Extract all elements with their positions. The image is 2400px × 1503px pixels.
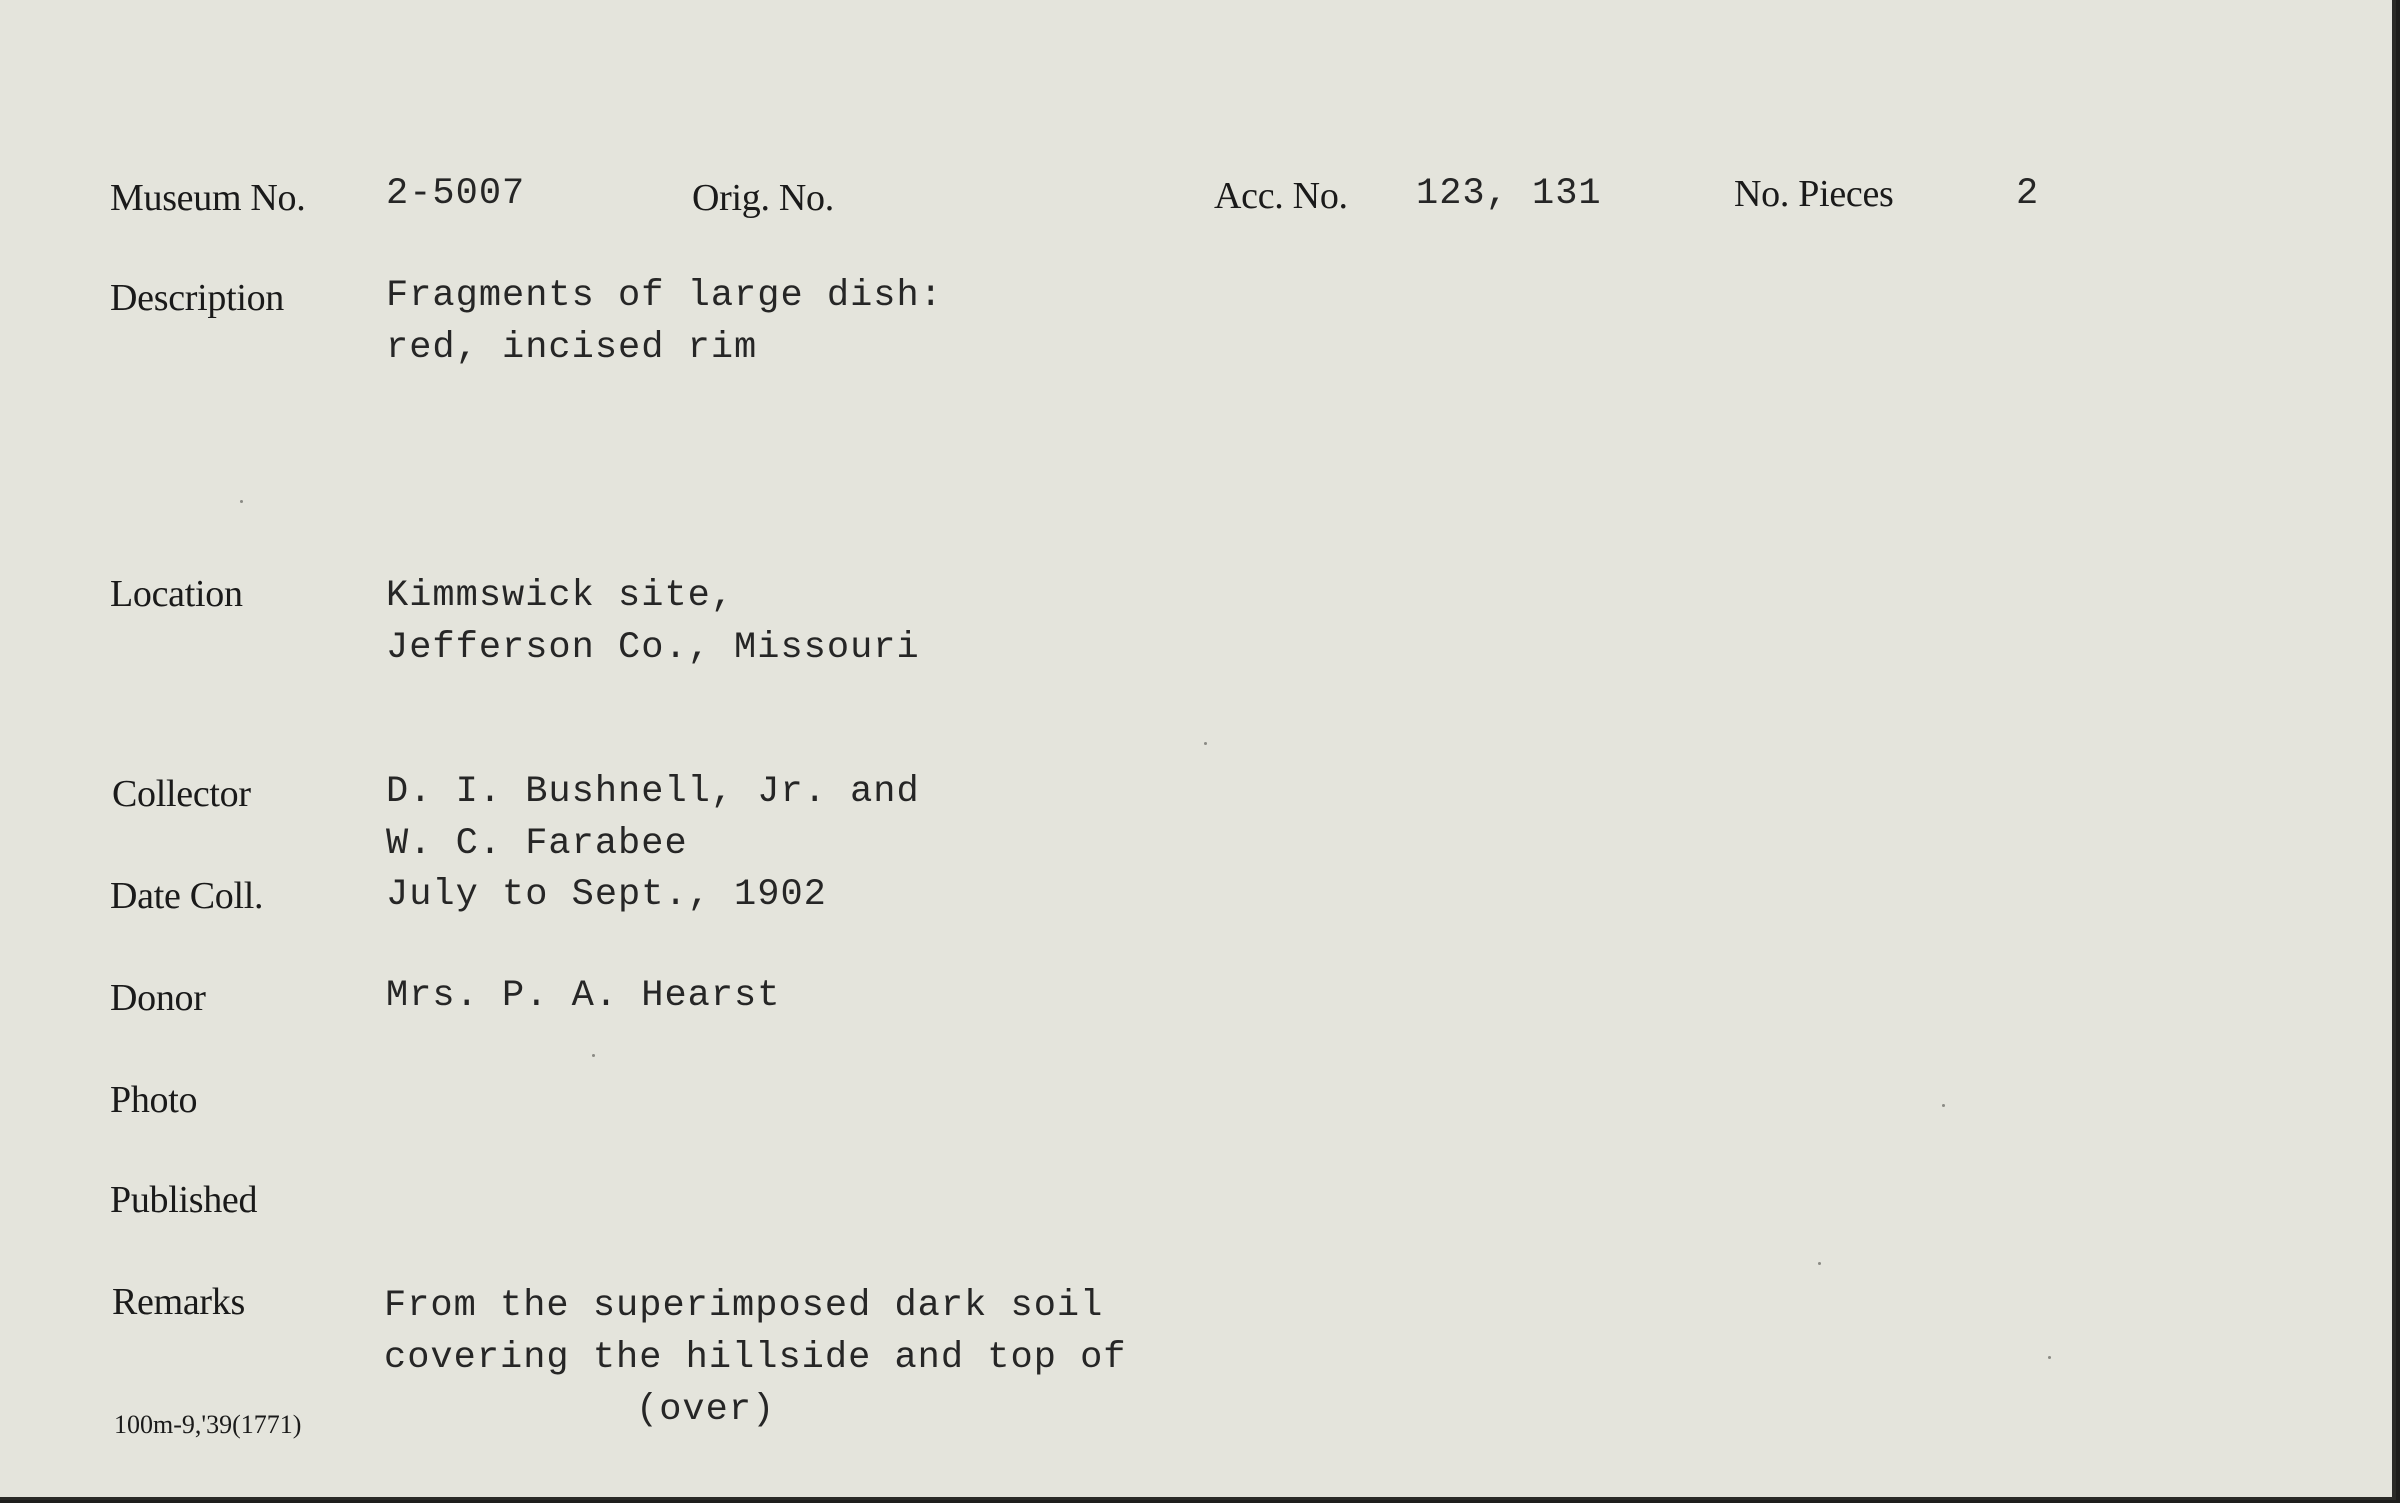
date-coll-label: Date Coll. [110, 875, 264, 917]
paper-speck [2048, 1356, 2051, 1359]
collector-line-1: D. I. Bushnell, Jr. and [386, 771, 920, 813]
date-coll-value: July to Sept., 1902 [386, 874, 827, 916]
museum-no-value: 2-5007 [386, 173, 526, 215]
remarks-value [384, 1280, 1127, 1436]
collector-value [386, 766, 920, 870]
paper-speck [1204, 742, 1207, 745]
description-label: Description [110, 277, 284, 319]
description-line-2: red, incised rim [386, 327, 758, 369]
collector-line-2: W. C. Farabee [386, 823, 688, 865]
photo-label: Photo [110, 1079, 198, 1121]
location-line-2: Jefferson Co., Missouri [386, 627, 920, 669]
no-pieces-label: No. Pieces [1734, 173, 1894, 215]
paper-speck [1942, 1104, 1945, 1107]
remarks-line-3: (over) [636, 1389, 776, 1431]
acc-no-label: Acc. No. [1214, 175, 1348, 217]
orig-no-label: Orig. No. [692, 177, 834, 219]
donor-label: Donor [110, 977, 206, 1019]
remarks-label: Remarks [112, 1281, 245, 1323]
location-line-1: Kimmswick site, [386, 575, 735, 617]
remarks-line-2: covering the hillside and top of [384, 1337, 1127, 1379]
acc-no-value: 123, 131 [1416, 173, 1602, 215]
paper-speck [240, 500, 243, 503]
location-value [386, 570, 920, 674]
paper-speck [1818, 1262, 1821, 1265]
description-line-1: Fragments of large dish: [386, 275, 943, 317]
donor-value: Mrs. P. A. Hearst [386, 975, 781, 1017]
description-value [386, 270, 943, 374]
form-code: 100m-9,'39(1771) [114, 1410, 302, 1439]
no-pieces-value: 2 [2016, 173, 2040, 215]
remarks-line-1: From the superimposed dark soil [384, 1285, 1104, 1327]
collector-label: Collector [112, 773, 251, 815]
paper-speck [592, 1054, 595, 1057]
museum-no-label: Museum No. [110, 177, 306, 219]
published-label: Published [110, 1179, 258, 1221]
location-label: Location [110, 573, 243, 615]
